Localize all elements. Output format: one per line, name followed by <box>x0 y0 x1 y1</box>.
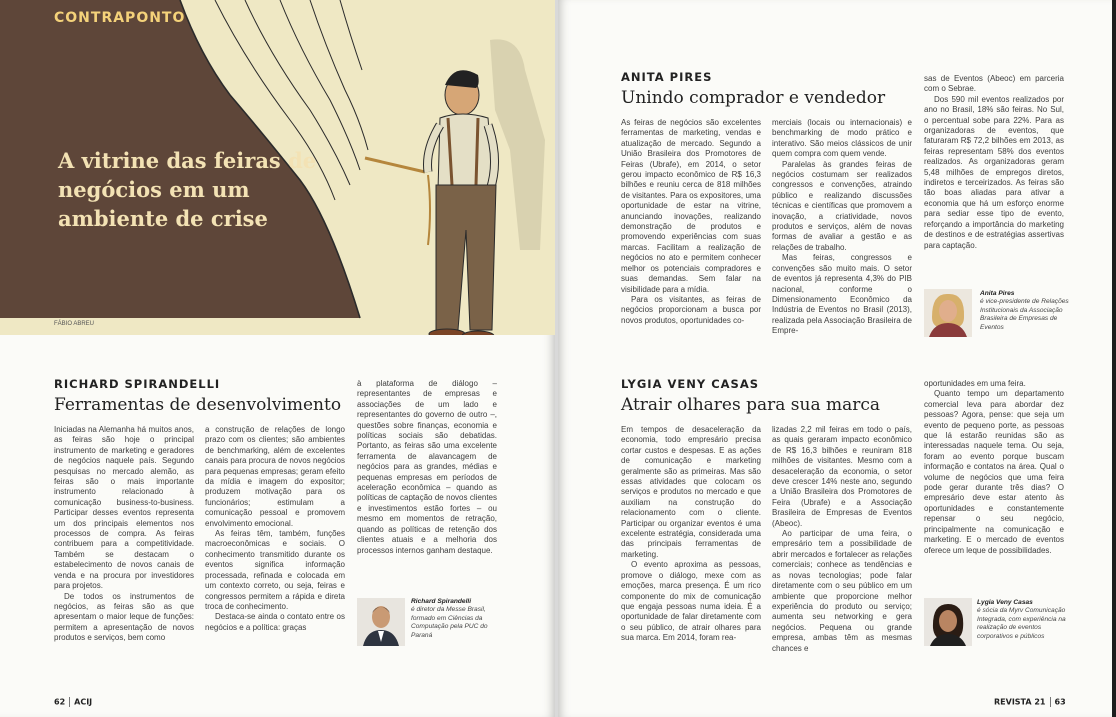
page-footer <box>54 697 92 707</box>
paragraph: Em tempos de desaceleração da economia, todo empresário precisa cortar custos e despesas. E as ações de comunicação e marketing geralmente são as primeiras. Mas são essas atividades que colocam os serviços e produtos no mercado e que auxiliam na construção do relacionamento com o cliente. Participar ou organizar eventos é uma excelente estratégia, considerada uma das principais ferramentas de marketing. <box>621 425 761 559</box>
author-photo <box>924 598 972 646</box>
paragraph: As feiras de negócios são excelentes ferramentas de marketing, vendas e atualização de mercado. Segundo a União Brasileira dos Promotores de Feiras (Ubrafe), em 2014, o setor gerou impacto econômico de R$ 16,3 bilhões e reuniu cerca de 818 milhões de visitantes. Para os expositores, uma oportunidade de estar na vitrine, anunciando inovações, realizando demonstração de produtos e promovendo experiências com suas marcas. Facilitam a realização de negócios no ato e permitem conhecer melhor os potenciais compradores e suas demandas. Sem falar na visibilidade para a mídia. <box>621 118 761 294</box>
section-tag: CONTRAPONTO <box>54 10 186 26</box>
paragraph: lizadas 2,2 mil feiras em todo o país, as quais geraram impacto econômico de R$ 16,3 bilhões e reuniram 818 milhões de visitantes. Mesmo com a desaceleração da economia, o setor deve crescer 14% neste ano, segundo a União Brasileira dos Promotores de Feira (Ubrafe) e a Associação Brasileira de Empresas de Eventos (Abeoc). <box>772 425 912 528</box>
article-column-2 <box>772 118 912 337</box>
author-photo <box>924 289 972 337</box>
page-footer <box>994 697 1066 707</box>
article-column-3 <box>357 379 497 556</box>
paragraph: sas de Eventos (Abeoc) em parceria com o Sebrae. <box>924 74 1064 94</box>
article-column-1 <box>621 425 761 644</box>
author-bio-name: Richard Spirandelli <box>411 598 472 605</box>
page-number: 62 <box>54 697 66 707</box>
magazine-name: REVISTA 21 <box>994 697 1046 707</box>
article-column-2 <box>205 425 345 633</box>
author-bio-text: é sócia da Myrv Comunicação Integrada, com experiência na realização de eventos corporativos e públicos <box>977 607 1066 640</box>
paragraph: oportunidades em uma feira. <box>924 379 1026 388</box>
article-column-1 <box>621 118 761 326</box>
author-photo <box>357 598 405 646</box>
article-author: RICHARD SPIRANDELLI <box>54 377 221 391</box>
photo-credit: FÁBIO ABREU <box>54 321 95 327</box>
paragraph: Quanto tempo um departamento comercial leva para abordar dez pessoas? Agora, pense: que seja um evento de pequeno porte, as pessoas que lá estarão reunidas são as interessadas naquele tema. Ou seja, foram ao evento porque buscam informação e contatos na área. Qual o volume de negócios que uma feira pode gerar durante três dias? O empresário deve estar atento às oportunidades e constantemente repensar o seu negócio, principalmente na comunicação e marketing. E o mercado de eventos oferece um leque de possibilidades. <box>924 389 1064 555</box>
article-author: ANITA PIRES <box>621 70 713 84</box>
article-headline: Atrair olhares para sua marca <box>621 395 881 415</box>
author-bio-text: é diretor da Messe Brasil, formado em Ciências da Computação pela PUC do Paraná <box>411 606 488 639</box>
hero-illustration <box>0 0 555 335</box>
paragraph: As feiras têm, também, funções macroeconômicas e sociais. O conhecimento transmitido durante os eventos significa informação processada, refinada e colocada em um contexto correto, ou seja, feiras e congressos permitem a rápida e direta troca de conhecimento. <box>205 529 345 611</box>
author-bio <box>977 599 1069 641</box>
paragraph: De todos os instrumentos de negócios, as feiras são as que apresentam o maior leque de funções: permitem a apresentação de novos produtos e serviços, bem como <box>54 591 194 643</box>
paragraph: Paralelas às grandes feiras de negócios costumam ser realizados congressos e convenções, atraindo público e realizando discussões técnicas e científicas que promovem a inovação, a criatividade, novos produtos e serviços, além de novas formas de avaliar a gestão e as relações de trabalho. <box>772 159 912 252</box>
article-author: LYGIA VENY CASAS <box>621 377 760 391</box>
magazine-name: ACIJ <box>74 697 93 707</box>
paragraph: à plataforma de diálogo – representantes de empresas e associações de um lado e representantes do governo de outro –, questões sobre finanças, economia e políticas sociais são debatidas. Portanto, as feiras são uma excelente ferramenta de alavancagem de negócios para as grandes, médias e pequenas empresas em períodos de aceleração econômica – quando as políticas de captação de novos clientes e investimentos estão fortes – ou mesmo em momentos de retração, quando as políticas de retenção dos clientes atuais e a melhoria dos processos internos ganham destaque. <box>357 379 497 555</box>
page-edge <box>1112 0 1116 717</box>
paragraph: Ao participar de uma feira, o empresário tem a possibilidade de abrir mercados e fortalecer as relações comerciais; conhece as tendências e as novas tecnologias; pode falar diretamente com o seu público em um ambiente que proporcione melhor experiência do produto ou serviço; aumenta seu networking e gera negócios. Pequena ou grande empresa, ambas têm as mesmas chances e <box>772 529 912 653</box>
article-column-3 <box>924 379 1064 556</box>
paragraph: Iniciadas na Alemanha há muitos anos, as feiras são hoje o principal instrumento de marketing e geradores de negócios naquele país. Segundo pesquisas no mercado alemão, as feiras são o mais importante instrumento relacionado à comunicação business-to-business. Participar desses eventos representa um dos principais elementos nos processos de compra. As feiras contribuem para a competitividade. Também se destacam o estabelecimento de novos canais de venda e na procura por investidores para projetos. <box>54 425 194 591</box>
paragraph: Para os visitantes, as feiras de negócios proporcionam a busca por novos produtos, oportunidades co- <box>621 294 761 325</box>
article-column-2 <box>772 425 912 654</box>
author-bio-text: é vice-presidente de Relações Institucionais da Associação Brasileira de Empresas de Eventos <box>980 298 1069 331</box>
article-column-1 <box>54 425 194 644</box>
left-page <box>0 0 555 717</box>
paragraph: O evento aproxima as pessoas, promove o diálogo, mexe com as emoções, marca presença. É um rico componente do mix de comunicação que engaja pessoas numa ideia. É a oportunidade de falar diretamente com o seu público, de atrair olhares para sua marca. Em 2014, foram rea- <box>621 560 761 643</box>
right-page <box>558 0 1116 717</box>
page-number: 63 <box>1054 697 1066 707</box>
paragraph: a construção de relações de longo prazo com os clientes; são ambientes de benchmarking, além de excelentes canais para procura de novos negócios para pequenas empresas; geram efeito da mídia e imagem do expositor; produzem motivação para os funcionários; estimulam a comunicação pessoal e promovem envolvimento emocional. <box>205 425 345 528</box>
author-bio <box>411 598 499 640</box>
paragraph: merciais (locais ou internacionais) e benchmarking de modo prático e interativo. São meios clássicos de unir quem compra com quem vende. <box>772 118 912 159</box>
paragraph: Destaca-se ainda o contato entre os negócios e a política: graças <box>205 612 345 632</box>
paragraph: Dos 590 mil eventos realizados por ano no Brasil, 18% são feiras. No Sul, o percentual sobe para 22%. Para as organizadoras de eventos, que faturaram R$ 72,2 bilhões em 2013, as feiras representam 58% dos eventos realizados. As organizadoras geram 5,48 milhões de empregos diretos, indiretos e terceirizados. As feiras são tão boas aliadas para ativar a economia que há um esforço enorme para sediar esse tipo de evento, reforçando a importância do marketing de destinos e de estratégias assertivas para captação. <box>924 94 1064 250</box>
author-bio-name: Anita Pires <box>980 290 1015 297</box>
author-bio <box>980 290 1070 332</box>
article-headline: Ferramentas de desenvolvimento <box>54 395 342 415</box>
paragraph: Mas feiras, congressos e convenções são muito mais. O setor de eventos já representa 4,3% do PIB nacional, conforme o Dimensionamento Econômico da Indústria de Eventos no Brasil (2013), realizada pela Associação Brasileira de Empre- <box>772 253 912 336</box>
hero-title: A vitrine das feiras de negócios em um ambiente de crise <box>58 148 317 231</box>
article-column-3 <box>924 74 1064 251</box>
author-bio-name: Lygia Veny Casas <box>977 599 1033 606</box>
article-headline: Unindo comprador e vendedor <box>621 88 886 108</box>
